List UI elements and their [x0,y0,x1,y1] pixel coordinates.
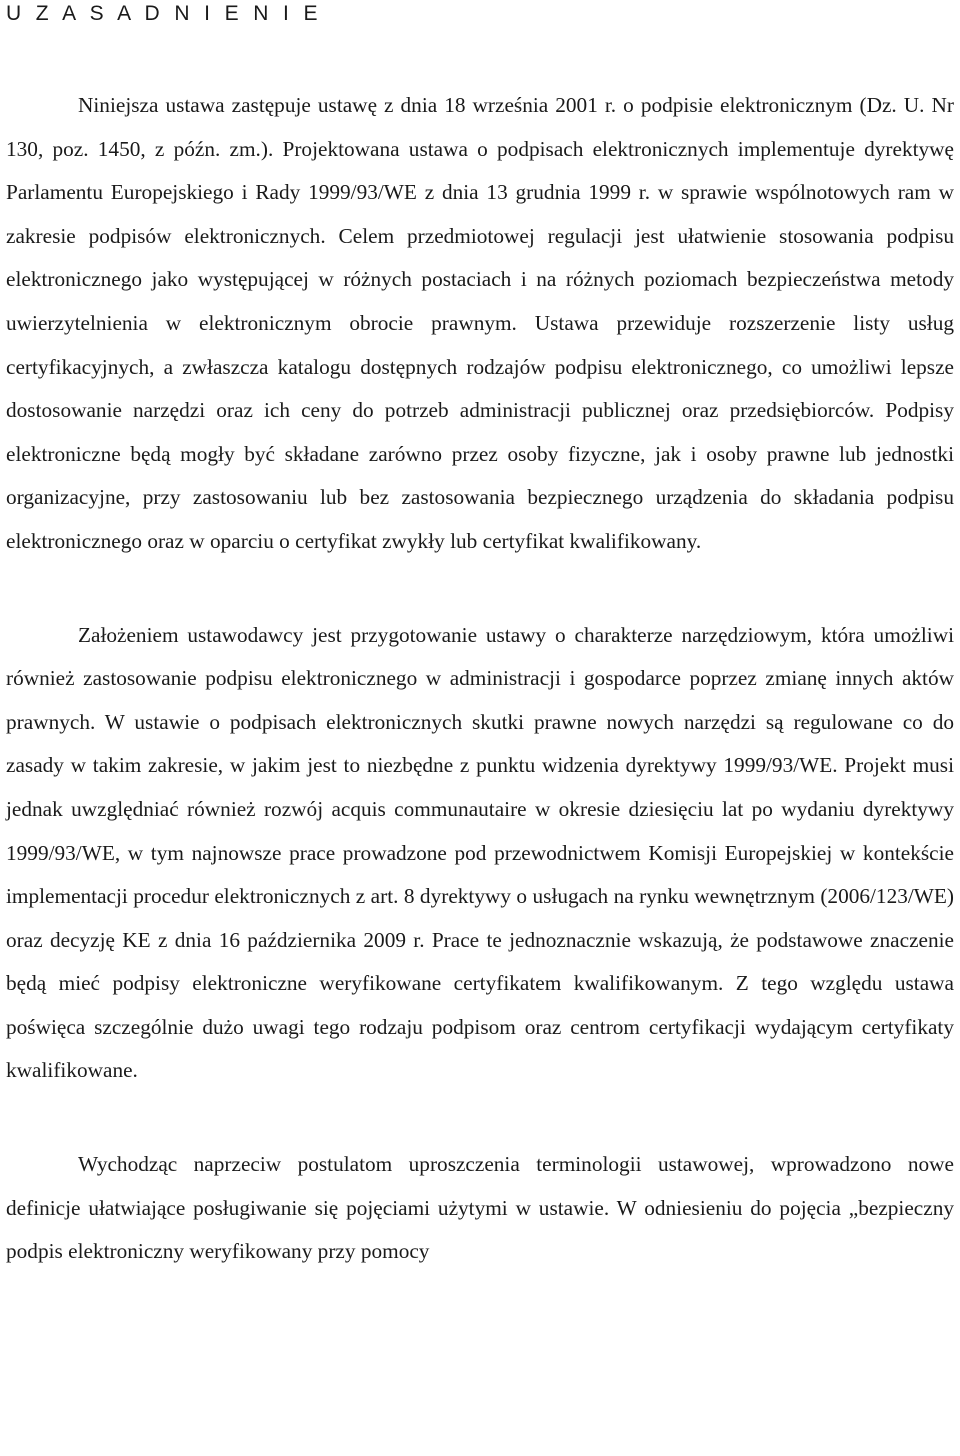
paragraph-3: Wychodząc naprzeciw postulatom uproszczenia terminologii ustawowej, wprowadzono nowe definicje ułatwiające posługiwanie się pojęciami użytymi w ustawie. W odniesieniu do pojęcia „bezpieczny podpis elektroniczny weryfikowany przy pomocy [6,1152,954,1264]
paragraph-1: Niniejsza ustawa zastępuje ustawę z dnia 18 września 2001 r. o podpisie elektronicznym (Dz. U. Nr 130, poz. 1450, z późn. zm.). Projektowana ustawa o podpisach elektronicznych implementuje dyrektywę Parlamentu Europejskiego i Rady 1999/93/WE z dnia 13 grudnia 1999 r. w sprawie wspólnotowych ram w zakresie podpisów elektronicznych. Celem przedmiotowej regulacji jest ułatwienie stosowania podpisu elektronicznego jako występującej w różnych postaciach i na różnych poziomach bezpieczeństwa metody uwierzytelnienia w elektronicznym obrocie prawnym. Ustawa przewiduje rozszerzenie listy usług certyfikacyjnych, a zwłaszcza katalogu dostępnych rodzajów podpisu elektronicznego, co umożliwi lepsze dostosowanie narzędzi oraz ich ceny do potrzeb administracji publicznej oraz przedsiębiorców. Podpisy elektroniczne będą mogły być składane zarówno przez osoby fizyczne, jak i osoby prawne lub jednostki organizacyjne, przy zastosowaniu lub bez zastosowania bezpiecznego urządzenia do składania podpisu elektronicznego oraz w oparciu o certyfikat zwykły lub certyfikat kwalifikowany. [6,93,954,553]
document-heading: U Z A S A D N I E N I E [6,2,322,25]
document-page [6,0,954,1274]
paragraph-2: Założeniem ustawodawcy jest przygotowanie ustawy o charakterze narzędziowym, która umożliwi również zastosowanie podpisu elektronicznego w administracji i gospodarce poprzez zmianę innych aktów prawnych. W ustawie o podpisach elektronicznych skutki prawne nowych narzędzi są regulowane co do zasady w takim zakresie, w jakim jest to niezbędne z punktu widzenia dyrektywy 1999/93/WE. Projekt musi jednak uwzględniać również rozwój acquis communautaire w okresie dziesięciu lat po wydaniu dyrektywy 1999/93/WE, w tym najnowsze prace prowadzone pod przewodnictwem Komisji Europejskiej w kontekście implementacji procedur elektronicznych z art. 8 dyrektywy o usługach na rynku wewnętrznym (2006/123/WE) oraz decyzję KE z dnia 16 października 2009 r. Prace te jednoznacznie wskazują, że podstawowe znaczenie będą mieć podpisy elektroniczne weryfikowane certyfikatem kwalifikowanym. Z tego względu ustawa poświęca szczególnie dużo uwagi tego rodzaju podpisom oraz centrom certyfikacji wydającym certyfikaty kwalifikowane. [6,622,954,1083]
